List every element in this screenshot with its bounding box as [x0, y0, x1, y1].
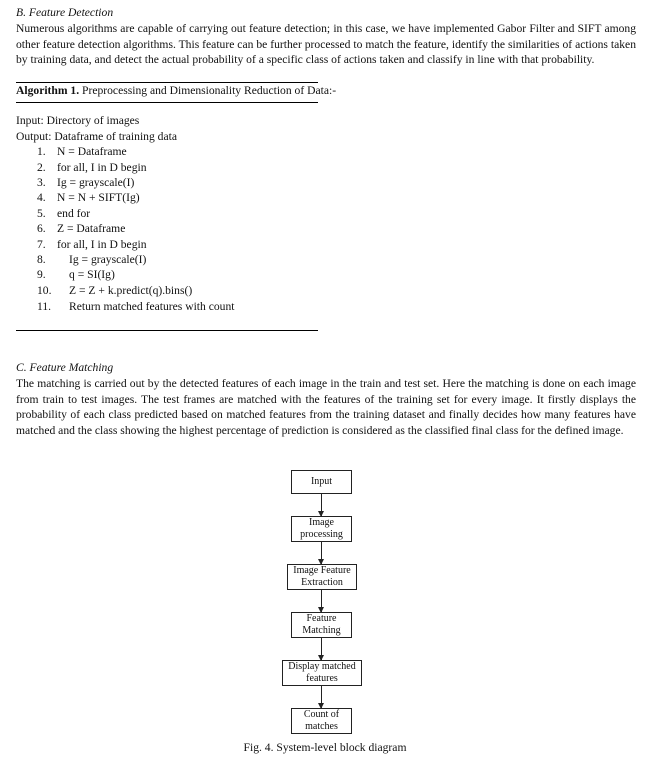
diagram-node-feature-matching [291, 612, 352, 638]
diagram-node-input [291, 470, 352, 494]
step-number: 1. [37, 145, 46, 158]
algorithm-header-rule [16, 102, 318, 103]
diagram-node-label: Input [310, 476, 333, 487]
diagram-node-label: Matching [302, 625, 341, 636]
algorithm-bottom-rule [16, 330, 318, 331]
step-number: 5. [37, 207, 46, 220]
step-text: Ig = grayscale(I) [57, 176, 135, 189]
section-b-heading: B. Feature Detection [16, 6, 114, 19]
diagram-node-label: processing [300, 529, 343, 540]
step-text: end for [57, 207, 91, 220]
diagram-arrow [321, 638, 322, 660]
section-c-heading: C. Feature Matching [16, 361, 114, 374]
step-number: 9. [37, 268, 46, 281]
diagram-node-count-matches [291, 708, 352, 734]
step-number: 3. [37, 176, 46, 189]
step-text: Ig = grayscale(I) [69, 253, 147, 266]
diagram-node-label: features [306, 673, 338, 684]
diagram-arrow [321, 590, 322, 612]
step-number: 4. [37, 191, 46, 204]
diagram-arrow [321, 686, 322, 708]
diagram-node-label: Image Feature [293, 565, 351, 576]
algorithm-title-text: Preprocessing and Dimensionality Reduction of Data:- [79, 84, 337, 97]
section-b-paragraph: Numerous algorithms are capable of carrying out feature detection; in this case, we have implemented Gabor Filter and SIFT among other feature detection algorithms. This feature can be further processed to match the feature, identify the similarities of actions taken by training data, and detect the actual probability of a specific class of actions taken and classify in line with that probability. [16, 22, 636, 67]
step-text: N = N + SIFT(Ig) [57, 191, 140, 204]
figure-caption: Fig. 4. System-level block diagram [243, 741, 407, 754]
step-number: 2. [37, 161, 46, 174]
algorithm-output: Output: Dataframe of training data [16, 130, 177, 143]
diagram-node-label: Display matched [288, 661, 356, 672]
diagram-node-image-processing [291, 516, 352, 542]
algorithm-top-rule [16, 82, 318, 83]
diagram-arrow [321, 542, 322, 564]
step-text: for all, I in D begin [57, 238, 147, 251]
step-number: 8. [37, 253, 46, 266]
diagram-node-label: Feature [306, 613, 337, 624]
diagram-node-display-features [282, 660, 362, 686]
step-number: 11. [37, 300, 52, 313]
diagram-node-label: Image [309, 517, 334, 528]
diagram-arrow [321, 494, 322, 516]
diagram-node-label: Count of [303, 709, 340, 720]
diagram-node-feature-extraction [287, 564, 357, 590]
step-number: 7. [37, 238, 46, 251]
step-text: Return matched features with count [69, 300, 235, 313]
diagram-node-label: matches [305, 721, 338, 732]
diagram-node-label: Extraction [301, 577, 343, 588]
algorithm-title [16, 84, 336, 97]
step-text: for all, I in D begin [57, 161, 147, 174]
algorithm-label: Algorithm 1. [16, 84, 80, 97]
step-text: Z = Dataframe [57, 222, 126, 235]
step-number: 6. [37, 222, 46, 235]
section-c-paragraph: The matching is carried out by the detected features of each image in the train and test set. Here the matching is done on each image from train to test images. The test frames are matched with the features of the training set for every image. It firstly displays the probability of each class predicted based on matched features from the training dataset and finally decides how many features have matched and the class showing the highest percentage of prediction is considered as the classified final class for the defined image. [16, 377, 636, 437]
step-text: q = SI(Ig) [69, 268, 115, 281]
step-number: 10. [37, 284, 52, 297]
step-text: Z = Z + k.predict(q).bins() [69, 284, 193, 297]
algorithm-input: Input: Directory of images [16, 114, 140, 127]
step-text: N = Dataframe [57, 145, 127, 158]
